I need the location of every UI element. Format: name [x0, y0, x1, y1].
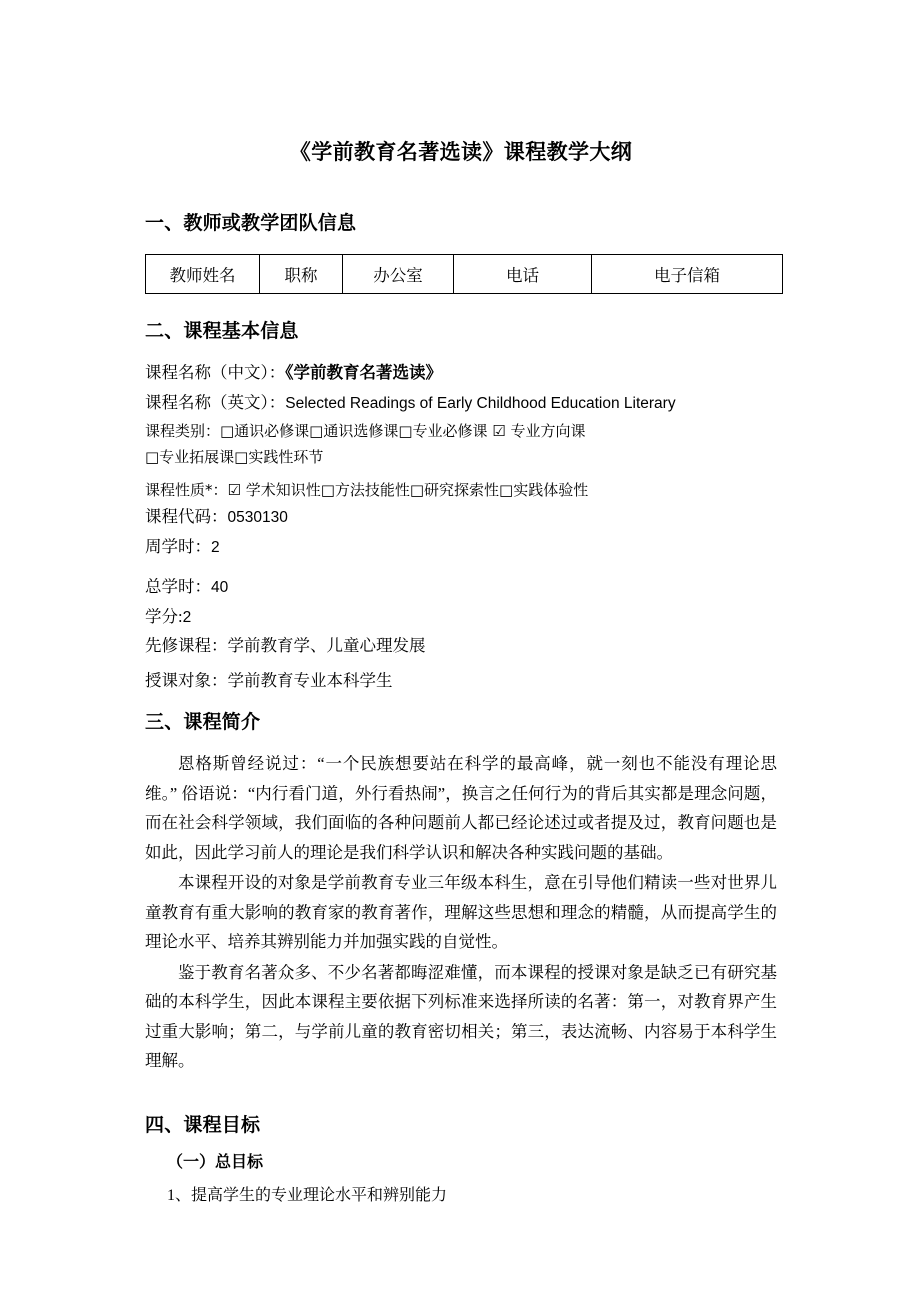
table-header-phone: 电话	[454, 255, 592, 294]
field-course-name-en	[145, 392, 777, 412]
subheading-overall-goals: （一）总目标	[167, 1153, 264, 1171]
table-row	[146, 255, 783, 294]
goal-item-1: 1、提高学生的专业理论水平和辨别能力	[167, 1186, 448, 1204]
section-heading-course-goals: 四、课程目标	[145, 1114, 261, 1136]
table-header-office: 办公室	[343, 255, 454, 294]
field-label-prerequisites: 先修课程：	[145, 636, 228, 655]
field-course-name-cn	[145, 365, 777, 382]
field-value-weekly-hours: 2	[211, 538, 220, 556]
section-heading-course-intro: 三、课程简介	[145, 712, 261, 733]
field-course-code	[145, 509, 777, 526]
field-label-audience: 授课对象：	[145, 670, 228, 690]
field-value-course-name-en: Selected Readings of Early Childhood Education Literary	[285, 394, 676, 412]
field-course-nature: 课程性质*：☑ 学术知识性□方法技能性□研究探索性□实践体验性	[145, 481, 589, 499]
section-heading-teacher-info: 一、教师或教学团队信息	[145, 213, 357, 234]
field-value-audience: 学前教育专业本科学生	[227, 670, 393, 690]
table-header-teacher-name: 教师姓名	[146, 255, 260, 294]
section-heading-course-basic-info: 二、课程基本信息	[145, 321, 299, 342]
field-credits	[145, 606, 777, 626]
field-course-category-line1: 课程类别：□通识必修课□通识选修课□专业必修课 ☑ 专业方向课	[145, 422, 586, 440]
document-content	[145, 0, 777, 1204]
teacher-info-table	[145, 254, 783, 294]
table-header-title: 职称	[260, 255, 343, 294]
field-prerequisites	[145, 638, 777, 655]
field-value-prerequisites: 学前教育学、儿童心理发展	[227, 636, 426, 655]
page-title: 《学前教育名著选读》课程教学大纲	[289, 140, 633, 164]
field-course-category-line2: □专业拓展课□实践性环节	[145, 448, 324, 466]
course-intro-paragraph-1: 恩格斯曾经说过：“一个民族想要站在科学的最高峰，就一刻也不能没有理论思维。” 俗语说：“内行看门道，外行看热闹”，换言之任何行为的背后其实都是理念问题，而在社会科学领域，我们面临的各种问题前人都已经论述过或者提及过，教育问题也是如此，因此学习前人的理论是我们科学认识和解决各种实践问题的基础。	[145, 754, 777, 862]
field-total-hours	[145, 579, 777, 596]
field-value-total-hours: 40	[211, 579, 229, 596]
field-label-course-name-cn: 课程名称（中文）：	[145, 363, 286, 382]
field-label-course-code: 课程代码：	[145, 507, 228, 526]
field-value-credits: 2	[182, 608, 192, 626]
field-label-course-name-en: 课程名称（英文）：	[145, 392, 286, 412]
course-intro-paragraph-2: 本课程开设的对象是学前教育专业三年级本科生，意在引导他们精读一些对世界儿童教育有重大影响的教育家的教育著作，理解这些思想和理念的精髓，从而提高学生的理论水平、培养其辨别能力并加强实践的自觉性。	[145, 873, 777, 951]
field-label-credits: 学分:	[145, 606, 183, 626]
field-audience	[145, 670, 777, 690]
field-label-weekly-hours: 周学时：	[145, 536, 211, 556]
field-label-total-hours: 总学时：	[145, 577, 211, 596]
table-header-email: 电子信箱	[592, 255, 783, 294]
field-weekly-hours	[145, 536, 777, 556]
field-value-course-code: 0530130	[227, 509, 288, 526]
course-intro-paragraph-3: 鉴于教育名著众多、不少名著都晦涩难懂，而本课程的授课对象是缺乏已有研究基础的本科学生，因此本课程主要依据下列标准来选择所读的名著：第一，对教育界产生过重大影响；第二，与学前儿童的教育密切相关；第三，表达流畅、内容易于本科学生理解。	[145, 962, 777, 1070]
field-value-course-name-cn: 《学前教育名著选读》	[285, 363, 442, 382]
